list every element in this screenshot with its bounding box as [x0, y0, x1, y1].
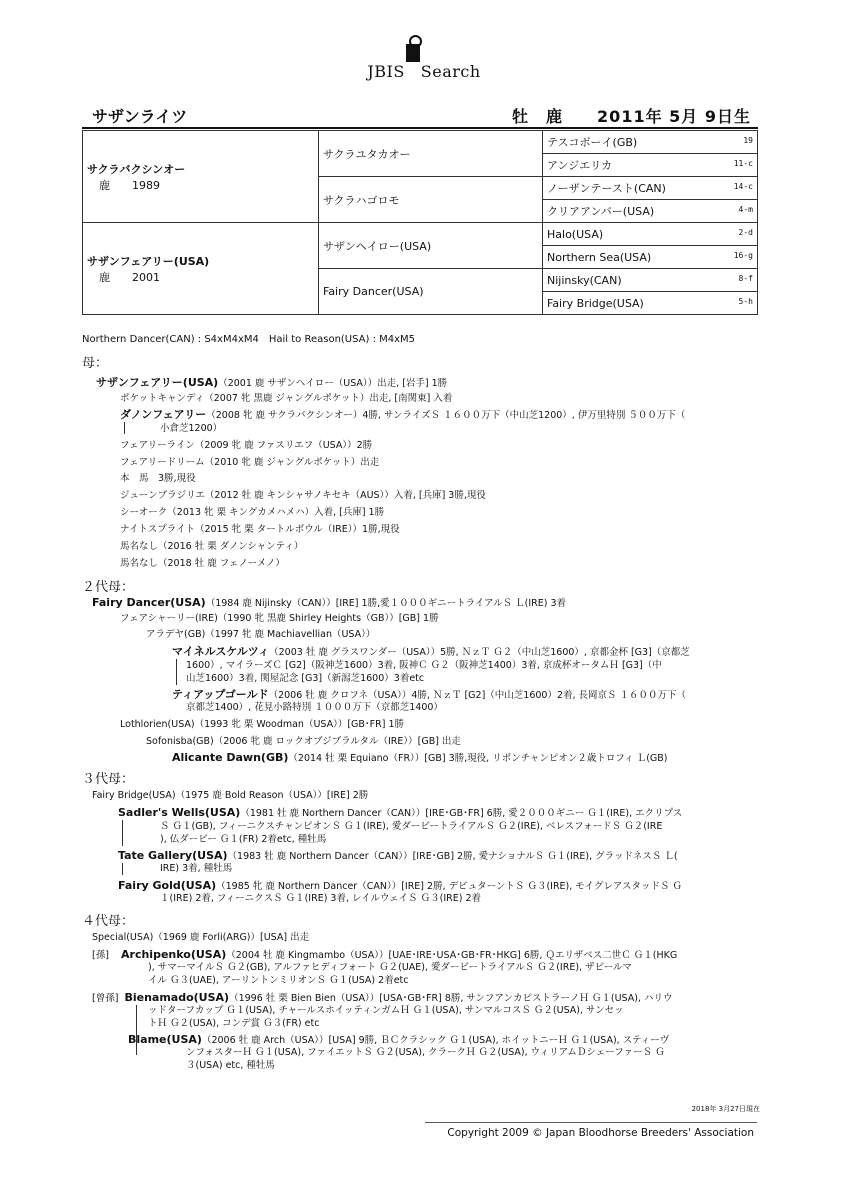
sire-info: 鹿 1989	[99, 178, 160, 192]
record-text: 小倉芝1200）	[160, 423, 223, 434]
family-line	[186, 659, 662, 673]
gen3-cell	[543, 292, 758, 315]
record-text: イル Ｇ３(UAE), アーリントンミリオンＳ Ｇ１(USA) 2着etc	[148, 975, 409, 986]
relation-prefix: [曾孫]	[92, 993, 119, 1004]
record-text: ナイトスプライト（2015 牝 栗 タートルボウル（IRE））1勝,現役	[120, 524, 400, 535]
horse-name-bold: Tate Gallery(USA)	[118, 849, 228, 862]
record-text: Special(USA)（1969 鹿 Forli(ARG)）[USA] 出走	[92, 932, 310, 943]
sire-name: サクラバクシンオー	[87, 162, 186, 176]
family-number: 14-c	[733, 182, 753, 191]
gen3-name: Northern Sea(USA)	[547, 250, 652, 264]
family-line	[148, 961, 632, 975]
horse-name-bold: Alicante Dawn(GB)	[172, 751, 289, 764]
family-line	[160, 833, 326, 847]
continuation-bar	[122, 820, 123, 846]
horse-name-bold: マイネルスケルツィ	[172, 645, 270, 658]
logo-left-text: JBIS	[367, 62, 405, 81]
family-line	[186, 1046, 665, 1060]
family-number: 19	[743, 136, 753, 145]
record-text: （1981 牡 鹿 Northern Dancer（CAN））[IRE･GB･FR] 6勝, 愛２０００ギニー Ｇ１(IRE), エクリプス	[240, 808, 683, 819]
record-text: ポケットキャンディ（2007 牝 黒鹿 ジャングルポケット）出走, [南関東] 入着	[120, 393, 453, 404]
header-rule	[82, 127, 758, 129]
horse-name-bold: Fairy Gold(USA)	[118, 879, 217, 892]
gen2-cell: サクラユタカオー	[319, 131, 543, 177]
horse-name-bold: Bienamado(USA)	[124, 991, 230, 1004]
record-text: 馬名なし（2016 牡 栗 ダノンシャンティ）	[120, 541, 304, 552]
copyright-notice: Copyright 2009 © Japan Bloodhorse Breeders' Association	[447, 1127, 754, 1139]
horse-name-bold: サザンフェアリー(USA)	[96, 376, 219, 389]
family-line	[92, 789, 368, 803]
family-line	[92, 931, 309, 945]
record-text: ), 仏ダービー Ｇ１(FR) 2着etc, 種牡馬	[160, 834, 327, 845]
record-text: （2014 牡 栗 Equiano（FR））[GB] 3勝,現役, リボンチャンピオン２歳トロフィ Ｌ(GB)	[288, 753, 668, 764]
record-text: Fairy Bridge(USA)（1975 鹿 Bold Reason（USA））[IRE] 2勝	[92, 790, 369, 801]
family-line	[120, 408, 685, 423]
gen3-cell	[543, 200, 758, 223]
family-line	[160, 422, 222, 436]
horse-name-bold: Fairy Dancer(USA)	[92, 596, 206, 609]
family-line	[148, 1004, 624, 1018]
family-line	[120, 540, 303, 554]
record-text: 馬名なし（2018 牡 鹿 フェノーメノ）	[120, 558, 285, 569]
gen2-cell: サザンヘイロー(USA)	[319, 223, 543, 269]
family-line	[160, 862, 232, 876]
footer-rule	[425, 1122, 757, 1123]
continuation-bar	[124, 422, 125, 434]
family-line	[120, 506, 384, 520]
family-number: 4-m	[738, 205, 753, 214]
record-text: Ｓ Ｇ１(GB), フィーニクスチャンピオンＳ Ｇ１(IRE), 愛ダービートライアルＳ Ｇ２(IRE), ベレスフォードＳ Ｇ２(IRE	[160, 821, 663, 832]
dam-name: サザンフェアリー(USA)	[87, 254, 210, 268]
record-text: シーオーク（2013 牝 栗 キングカメハメハ）入着, [兵庫] 1勝	[120, 507, 385, 518]
gen3-name: Halo(USA)	[547, 227, 604, 241]
gen3-name: アンジエリカ	[547, 159, 613, 172]
logo-right-text: Search	[420, 62, 481, 81]
family-line	[120, 439, 372, 453]
pedigree-table	[82, 130, 758, 315]
record-text: ジューンブラジリエ（2012 牡 鹿 キンシャサノキセキ（AUS））入着, [兵庫] 3勝,現役	[120, 490, 486, 501]
record-text: （2006 牡 鹿 Arch（USA））[USA] 9勝, ＢＣクラシック Ｇ１(USA), ホイットニーＨ Ｇ１(USA), スティーヴ	[201, 1035, 670, 1046]
family-line	[118, 806, 682, 821]
dam-cell	[83, 223, 319, 315]
family-number: 8-f	[738, 274, 753, 283]
family-line	[120, 557, 285, 571]
family-line	[120, 472, 196, 486]
family-line	[120, 456, 379, 470]
horse-name-bold: Blame(USA)	[128, 1033, 202, 1046]
record-text: （2008 牝 鹿 サクラバクシンオー）4勝, サンライズＳ １６００万下（中山芝1200）, 伊万里特別 ５００万下（	[206, 410, 686, 421]
record-text: フェアシャーリー(IRE)（1990 牝 黒鹿 Shirley Heights（GB））[GB] 1勝	[120, 613, 439, 624]
record-text: アラデヤ(GB)（1997 牝 鹿 Machiavellian（USA））	[146, 629, 376, 640]
as-of-date: 2018年 3月27日現在	[691, 1105, 760, 1113]
family-number: 5-h	[738, 297, 753, 306]
horse-name-bold: ティアップゴールド	[172, 688, 269, 701]
record-text: 本 馬 3勝,現役	[120, 473, 196, 484]
gen3-name: Nijinsky(CAN)	[547, 273, 622, 287]
record-text: 1600）, マイラーズＣ [G2]（阪神芝1600）3着, 阪神Ｃ Ｇ２（阪神芝1400）3着, 京成杯オータムＨ [G3]（中	[186, 660, 662, 671]
record-text: （2001 鹿 サザンヘイロー（USA））出走, [岩手] 1勝	[218, 378, 448, 389]
gen3-cell	[543, 131, 758, 154]
gen2-cell: サクラハゴロモ	[319, 177, 543, 223]
family-line	[186, 701, 443, 715]
record-text: （1985 牝 鹿 Northern Dancer（CAN））[IRE] 2勝, デビュターントＳ Ｇ３(IRE), モイグレアスタッドＳ Ｇ	[216, 881, 682, 892]
record-text: （1983 牡 鹿 Northern Dancer（CAN））[IRE･GB] 2勝, 愛ナショナルＳ Ｇ１(IRE), グラッドネスＳ Ｌ(	[227, 851, 678, 862]
family-line	[172, 645, 690, 660]
record-text: （1996 牡 栗 Bien Bien（USA））[USA･GB･FR] 8勝, サンフアンカピストラーノＨ Ｇ１(USA), ハリウ	[229, 993, 673, 1004]
magnifier-icon	[406, 44, 420, 62]
gen3-cell	[543, 154, 758, 177]
family-line	[120, 612, 439, 626]
family-line	[96, 376, 447, 391]
family-line	[186, 1059, 275, 1073]
horse-name-bold: ダノンフェアリー	[120, 408, 207, 421]
record-text: ッドターフカップ Ｇ１(USA), チャールスホイッティンガムＨ Ｇ１(USA), サンマルコスＳ Ｇ２(USA), サンセッ	[148, 1005, 624, 1016]
family-line	[120, 392, 452, 406]
family-number: 16-g	[733, 251, 753, 260]
gen3-name: クリアアンバー(USA)	[547, 205, 655, 218]
family-line	[146, 628, 375, 642]
family-line	[160, 892, 481, 906]
family-line	[148, 974, 409, 988]
relation-prefix: [孫]	[92, 950, 109, 961]
record-text: フェアリーライン（2009 牝 鹿 ファスリエフ（USA））2勝	[120, 440, 373, 451]
horse-name-bold: Archipenko(USA)	[121, 948, 227, 961]
family-line	[120, 523, 400, 537]
gen3-cell	[543, 246, 758, 269]
family-line	[186, 672, 424, 686]
family-line	[172, 751, 668, 766]
record-text: 京都芝1400）, 花見小路特別 １０００万下（京都芝1400）	[186, 702, 443, 713]
record-text: フェアリードリーム（2010 牝 鹿 ジャングルポケット）出走	[120, 457, 380, 468]
gen3-name: ノーザンテースト(CAN)	[547, 182, 666, 195]
family-line	[120, 718, 404, 732]
gen3-cell	[543, 269, 758, 292]
section-gen2-heading: ２代母：	[82, 580, 135, 595]
family-line	[92, 596, 566, 611]
record-text: １(IRE) 2着, フィーニクスＳ Ｇ１(IRE) 3着, レイルウェイＳ Ｇ３(IRE) 2着	[160, 893, 482, 904]
continuation-bar	[122, 863, 123, 875]
record-text: ３(USA) etc, 種牡馬	[186, 1060, 275, 1071]
horse-name-bold: Sadler's Wells(USA)	[118, 806, 241, 819]
gen3-cell	[543, 177, 758, 200]
sire-cell	[83, 131, 319, 223]
record-text: （2006 牡 鹿 クロフネ（USA））4勝, ＮｚＴ [G2]（中山芝1600）2着, 長岡京Ｓ １６００万下（	[268, 690, 687, 701]
gen3-name: テスコボーイ(GB)	[547, 136, 638, 149]
continuation-bar	[176, 659, 177, 685]
record-text: Lothlorien(USA)（1993 牝 栗 Woodman（USA））[GB･FR] 1勝	[120, 719, 405, 730]
section-dam-heading: 母：	[82, 356, 109, 371]
inbreeding-note: Northern Dancer(CAN) : S4xM4xM4 Hail to Reason(USA) : M4xM5	[82, 334, 416, 345]
section-gen4-heading: ４代母：	[82, 914, 135, 929]
gen3-name: Fairy Bridge(USA)	[547, 296, 644, 310]
family-number: 2-d	[738, 228, 753, 237]
record-text: IRE) 3着, 種牡馬	[160, 863, 233, 874]
record-text: （2004 牡 鹿 Kingmambo（USA））[UAE･IRE･USA･GB･FR･HKG] 6勝, Ｑエリザベス二世Ｃ Ｇ１(HKG	[226, 950, 678, 961]
family-line	[146, 735, 461, 749]
dam-info: 鹿 2001	[99, 270, 160, 284]
horse-sex-color-birthdate: 牡 鹿 2011年 5月 9日生	[512, 107, 751, 126]
record-text: ンフォスターＨ Ｇ１(USA), ファイエットＳ Ｇ２(USA), クラークＨ Ｇ２(USA), ウィリアムＤシェーファーＳ Ｇ	[186, 1047, 665, 1058]
family-line	[148, 1017, 319, 1031]
record-text: トＨ Ｇ２(USA), コンデ賞 Ｇ３(FR) etc	[148, 1018, 320, 1029]
gen3-cell	[543, 223, 758, 246]
gen2-cell: Fairy Dancer(USA)	[319, 269, 543, 315]
family-number: 11-c	[733, 159, 753, 168]
record-text: （1984 鹿 Nijinsky（CAN））[IRE] 1勝,愛１０００ギニートライアルＳ Ｌ(IRE) 3着	[205, 598, 567, 609]
record-text: （2003 牡 鹿 グラスワンダー（USA））5勝, ＮｚＴ Ｇ２（中山芝1600）, 京都金杯 [G3]（京都芝	[269, 647, 690, 658]
horse-name: サザンライツ	[92, 107, 188, 126]
family-line	[120, 489, 486, 503]
jbis-search-logo	[0, 44, 848, 84]
record-text: ), サマーマイルＳ Ｇ２(GB), アルファヒディフォート Ｇ２(UAE), 愛ダービートライアルＳ Ｇ２(IRE), ザビールマ	[148, 962, 633, 973]
section-gen3-heading: ３代母：	[82, 772, 135, 787]
record-text: Sofonisba(GB)（2006 牝 鹿 ロックオブジブラルタル（IRE））[GB] 出走	[146, 736, 461, 747]
record-text: 山芝1600）3着, 関屋記念 [G3]（新潟芝1600）3着etc	[186, 673, 425, 684]
family-line	[160, 820, 662, 834]
